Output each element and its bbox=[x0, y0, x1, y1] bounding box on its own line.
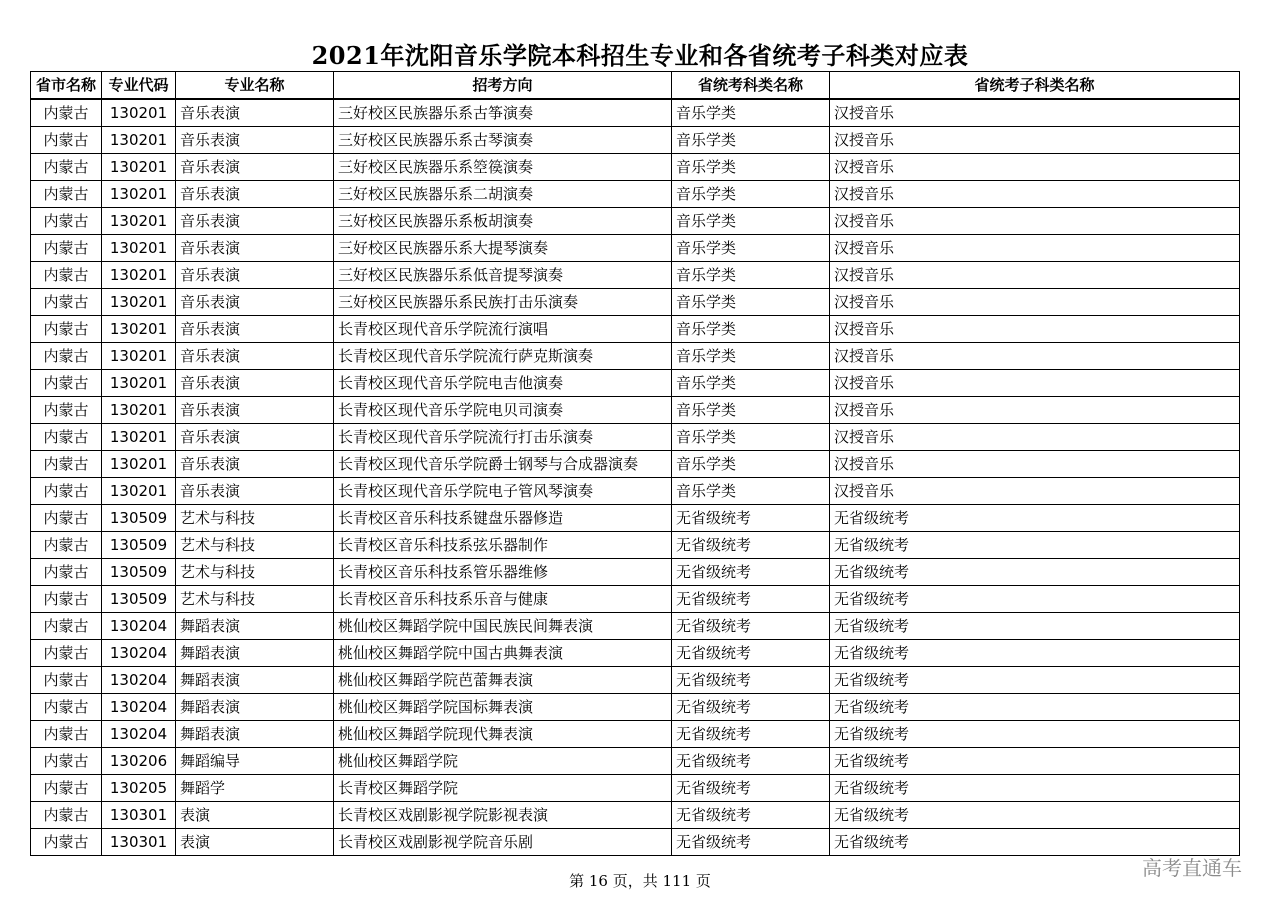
cell-province: 内蒙古 bbox=[31, 748, 102, 775]
cell-direction: 桃仙校区舞蹈学院中国古典舞表演 bbox=[334, 640, 672, 667]
cell-major-name: 表演 bbox=[176, 829, 334, 856]
table-row bbox=[31, 721, 1240, 748]
cell-exam-subcategory: 汉授音乐 bbox=[830, 99, 1240, 127]
cell-exam-category: 无省级统考 bbox=[672, 802, 830, 829]
cell-exam-subcategory: 无省级统考 bbox=[830, 694, 1240, 721]
cell-major-code: 130201 bbox=[102, 208, 176, 235]
cell-province: 内蒙古 bbox=[31, 694, 102, 721]
cell-exam-category: 无省级统考 bbox=[672, 748, 830, 775]
table-row bbox=[31, 99, 1240, 127]
cell-major-name: 舞蹈学 bbox=[176, 775, 334, 802]
table-row bbox=[31, 613, 1240, 640]
cell-direction: 桃仙校区舞蹈学院中国民族民间舞表演 bbox=[334, 613, 672, 640]
cell-major-code: 130201 bbox=[102, 478, 176, 505]
cell-exam-subcategory: 无省级统考 bbox=[830, 613, 1240, 640]
cell-major-name: 音乐表演 bbox=[176, 235, 334, 262]
cell-province: 内蒙古 bbox=[31, 451, 102, 478]
cell-province: 内蒙古 bbox=[31, 667, 102, 694]
table-row bbox=[31, 208, 1240, 235]
table-row bbox=[31, 451, 1240, 478]
cell-province: 内蒙古 bbox=[31, 532, 102, 559]
cell-major-code: 130206 bbox=[102, 748, 176, 775]
cell-major-name: 音乐表演 bbox=[176, 370, 334, 397]
cell-major-code: 130509 bbox=[102, 586, 176, 613]
cell-major-code: 130201 bbox=[102, 343, 176, 370]
cell-major-code: 130201 bbox=[102, 451, 176, 478]
cell-exam-subcategory: 无省级统考 bbox=[830, 802, 1240, 829]
cell-major-name: 舞蹈编导 bbox=[176, 748, 334, 775]
cell-exam-subcategory: 无省级统考 bbox=[830, 640, 1240, 667]
cell-major-name: 音乐表演 bbox=[176, 289, 334, 316]
cell-exam-subcategory: 无省级统考 bbox=[830, 748, 1240, 775]
cell-major-code: 130201 bbox=[102, 99, 176, 127]
cell-direction: 长青校区音乐科技系乐音与健康 bbox=[334, 586, 672, 613]
cell-direction: 长青校区现代音乐学院电贝司演奏 bbox=[334, 397, 672, 424]
watermark: 高考直通车 bbox=[1142, 856, 1242, 880]
cell-major-name: 音乐表演 bbox=[176, 343, 334, 370]
cell-exam-subcategory: 汉授音乐 bbox=[830, 424, 1240, 451]
cell-direction: 三好校区民族器乐系古琴演奏 bbox=[334, 127, 672, 154]
cell-major-name: 音乐表演 bbox=[176, 424, 334, 451]
cell-direction: 长青校区现代音乐学院流行萨克斯演奏 bbox=[334, 343, 672, 370]
cell-exam-category: 音乐学类 bbox=[672, 181, 830, 208]
cell-direction: 长青校区音乐科技系弦乐器制作 bbox=[334, 532, 672, 559]
cell-major-name: 艺术与科技 bbox=[176, 559, 334, 586]
cell-province: 内蒙古 bbox=[31, 370, 102, 397]
cell-province: 内蒙古 bbox=[31, 505, 102, 532]
page-title: 2021年沈阳音乐学院本科招生专业和各省统考子科类对应表 bbox=[311, 41, 969, 70]
table-row bbox=[31, 802, 1240, 829]
cell-major-name: 艺术与科技 bbox=[176, 532, 334, 559]
cell-province: 内蒙古 bbox=[31, 343, 102, 370]
cell-exam-category: 无省级统考 bbox=[672, 667, 830, 694]
header-major-code: 专业代码 bbox=[102, 72, 176, 100]
cell-exam-subcategory: 无省级统考 bbox=[830, 667, 1240, 694]
cell-exam-subcategory: 汉授音乐 bbox=[830, 451, 1240, 478]
cell-major-code: 130201 bbox=[102, 289, 176, 316]
cell-exam-subcategory: 汉授音乐 bbox=[830, 289, 1240, 316]
cell-major-name: 舞蹈表演 bbox=[176, 721, 334, 748]
cell-exam-subcategory: 无省级统考 bbox=[830, 829, 1240, 856]
cell-major-name: 表演 bbox=[176, 802, 334, 829]
cell-major-name: 舞蹈表演 bbox=[176, 694, 334, 721]
cell-province: 内蒙古 bbox=[31, 613, 102, 640]
cell-major-name: 音乐表演 bbox=[176, 451, 334, 478]
cell-exam-subcategory: 无省级统考 bbox=[830, 559, 1240, 586]
cell-direction: 三好校区民族器乐系板胡演奏 bbox=[334, 208, 672, 235]
cell-direction: 桃仙校区舞蹈学院现代舞表演 bbox=[334, 721, 672, 748]
cell-province: 内蒙古 bbox=[31, 829, 102, 856]
cell-major-code: 130204 bbox=[102, 640, 176, 667]
cell-exam-subcategory: 无省级统考 bbox=[830, 586, 1240, 613]
cell-direction: 长青校区现代音乐学院爵士钢琴与合成器演奏 bbox=[334, 451, 672, 478]
cell-direction: 三好校区民族器乐系古筝演奏 bbox=[334, 99, 672, 127]
cell-exam-subcategory: 汉授音乐 bbox=[830, 154, 1240, 181]
cell-exam-subcategory: 汉授音乐 bbox=[830, 478, 1240, 505]
table-row bbox=[31, 478, 1240, 505]
cell-direction: 长青校区戏剧影视学院音乐剧 bbox=[334, 829, 672, 856]
cell-exam-category: 无省级统考 bbox=[672, 721, 830, 748]
cell-exam-subcategory: 汉授音乐 bbox=[830, 316, 1240, 343]
cell-major-code: 130201 bbox=[102, 397, 176, 424]
cell-major-code: 130201 bbox=[102, 316, 176, 343]
cell-major-name: 音乐表演 bbox=[176, 397, 334, 424]
cell-exam-category: 音乐学类 bbox=[672, 397, 830, 424]
table-row bbox=[31, 262, 1240, 289]
cell-exam-category: 音乐学类 bbox=[672, 262, 830, 289]
cell-province: 内蒙古 bbox=[31, 181, 102, 208]
cell-exam-category: 音乐学类 bbox=[672, 316, 830, 343]
table-body bbox=[31, 99, 1240, 856]
cell-major-name: 音乐表演 bbox=[176, 99, 334, 127]
cell-direction: 长青校区音乐科技系键盘乐器修造 bbox=[334, 505, 672, 532]
cell-exam-category: 音乐学类 bbox=[672, 289, 830, 316]
cell-direction: 长青校区戏剧影视学院影视表演 bbox=[334, 802, 672, 829]
table-row bbox=[31, 127, 1240, 154]
cell-major-name: 舞蹈表演 bbox=[176, 667, 334, 694]
cell-province: 内蒙古 bbox=[31, 316, 102, 343]
cell-exam-subcategory: 汉授音乐 bbox=[830, 181, 1240, 208]
cell-major-code: 130204 bbox=[102, 613, 176, 640]
cell-exam-category: 无省级统考 bbox=[672, 559, 830, 586]
cell-exam-category: 音乐学类 bbox=[672, 370, 830, 397]
cell-major-code: 130509 bbox=[102, 532, 176, 559]
page-footer: 第 16 页，共 111 页 bbox=[569, 872, 711, 890]
cell-province: 内蒙古 bbox=[31, 99, 102, 127]
table-row bbox=[31, 640, 1240, 667]
table-row bbox=[31, 397, 1240, 424]
cell-major-name: 音乐表演 bbox=[176, 208, 334, 235]
cell-major-name: 舞蹈表演 bbox=[176, 640, 334, 667]
table-row bbox=[31, 343, 1240, 370]
cell-major-code: 130201 bbox=[102, 235, 176, 262]
cell-exam-category: 无省级统考 bbox=[672, 694, 830, 721]
cell-province: 内蒙古 bbox=[31, 154, 102, 181]
header-row bbox=[31, 72, 1240, 100]
header-exam-category: 省统考科类名称 bbox=[672, 72, 830, 100]
cell-province: 内蒙古 bbox=[31, 721, 102, 748]
cell-exam-subcategory: 汉授音乐 bbox=[830, 343, 1240, 370]
table-row bbox=[31, 370, 1240, 397]
cell-direction: 长青校区现代音乐学院流行打击乐演奏 bbox=[334, 424, 672, 451]
cell-exam-category: 音乐学类 bbox=[672, 478, 830, 505]
table-header bbox=[31, 72, 1240, 100]
table-row bbox=[31, 694, 1240, 721]
cell-major-name: 音乐表演 bbox=[176, 262, 334, 289]
cell-major-name: 艺术与科技 bbox=[176, 586, 334, 613]
cell-major-code: 130204 bbox=[102, 667, 176, 694]
cell-exam-category: 音乐学类 bbox=[672, 451, 830, 478]
cell-exam-category: 无省级统考 bbox=[672, 640, 830, 667]
cell-province: 内蒙古 bbox=[31, 262, 102, 289]
cell-province: 内蒙古 bbox=[31, 424, 102, 451]
cell-province: 内蒙古 bbox=[31, 775, 102, 802]
cell-direction: 桃仙校区舞蹈学院国标舞表演 bbox=[334, 694, 672, 721]
cell-exam-subcategory: 汉授音乐 bbox=[830, 235, 1240, 262]
cell-direction: 长青校区现代音乐学院流行演唱 bbox=[334, 316, 672, 343]
cell-direction: 桃仙校区舞蹈学院芭蕾舞表演 bbox=[334, 667, 672, 694]
cell-province: 内蒙古 bbox=[31, 586, 102, 613]
cell-direction: 桃仙校区舞蹈学院 bbox=[334, 748, 672, 775]
table-row bbox=[31, 586, 1240, 613]
cell-exam-category: 无省级统考 bbox=[672, 829, 830, 856]
cell-province: 内蒙古 bbox=[31, 478, 102, 505]
table-row bbox=[31, 748, 1240, 775]
cell-major-name: 音乐表演 bbox=[176, 316, 334, 343]
cell-major-code: 130201 bbox=[102, 127, 176, 154]
cell-direction: 三好校区民族器乐系箜篌演奏 bbox=[334, 154, 672, 181]
cell-province: 内蒙古 bbox=[31, 289, 102, 316]
cell-direction: 长青校区音乐科技系管乐器维修 bbox=[334, 559, 672, 586]
cell-major-code: 130201 bbox=[102, 370, 176, 397]
cell-major-name: 音乐表演 bbox=[176, 127, 334, 154]
table-row bbox=[31, 829, 1240, 856]
cell-exam-category: 音乐学类 bbox=[672, 208, 830, 235]
cell-exam-category: 音乐学类 bbox=[672, 235, 830, 262]
cell-province: 内蒙古 bbox=[31, 235, 102, 262]
header-exam-subcategory: 省统考子科类名称 bbox=[830, 72, 1240, 100]
cell-province: 内蒙古 bbox=[31, 640, 102, 667]
cell-province: 内蒙古 bbox=[31, 559, 102, 586]
cell-exam-category: 无省级统考 bbox=[672, 613, 830, 640]
table-row bbox=[31, 316, 1240, 343]
cell-exam-subcategory: 汉授音乐 bbox=[830, 370, 1240, 397]
cell-direction: 三好校区民族器乐系二胡演奏 bbox=[334, 181, 672, 208]
cell-exam-subcategory: 汉授音乐 bbox=[830, 262, 1240, 289]
cell-major-code: 130205 bbox=[102, 775, 176, 802]
cell-exam-subcategory: 汉授音乐 bbox=[830, 127, 1240, 154]
header-province: 省市名称 bbox=[31, 72, 102, 100]
cell-major-code: 130201 bbox=[102, 424, 176, 451]
cell-major-code: 130201 bbox=[102, 181, 176, 208]
cell-exam-subcategory: 汉授音乐 bbox=[830, 397, 1240, 424]
table-row bbox=[31, 532, 1240, 559]
cell-exam-category: 无省级统考 bbox=[672, 532, 830, 559]
cell-direction: 长青校区现代音乐学院电子管风琴演奏 bbox=[334, 478, 672, 505]
table-row bbox=[31, 667, 1240, 694]
cell-exam-category: 音乐学类 bbox=[672, 424, 830, 451]
header-direction: 招考方向 bbox=[334, 72, 672, 100]
cell-exam-category: 音乐学类 bbox=[672, 127, 830, 154]
cell-major-name: 音乐表演 bbox=[176, 154, 334, 181]
cell-exam-subcategory: 无省级统考 bbox=[830, 505, 1240, 532]
cell-major-code: 130204 bbox=[102, 721, 176, 748]
table-row bbox=[31, 235, 1240, 262]
table-row bbox=[31, 505, 1240, 532]
cell-major-code: 130301 bbox=[102, 829, 176, 856]
cell-exam-category: 音乐学类 bbox=[672, 343, 830, 370]
admissions-table bbox=[30, 71, 1240, 856]
cell-major-code: 130509 bbox=[102, 559, 176, 586]
table-row bbox=[31, 289, 1240, 316]
header-major-name: 专业名称 bbox=[176, 72, 334, 100]
cell-province: 内蒙古 bbox=[31, 208, 102, 235]
cell-direction: 长青校区现代音乐学院电吉他演奏 bbox=[334, 370, 672, 397]
cell-major-code: 130509 bbox=[102, 505, 176, 532]
cell-major-code: 130201 bbox=[102, 262, 176, 289]
table-row bbox=[31, 559, 1240, 586]
cell-province: 内蒙古 bbox=[31, 127, 102, 154]
cell-exam-subcategory: 无省级统考 bbox=[830, 721, 1240, 748]
cell-major-name: 音乐表演 bbox=[176, 478, 334, 505]
cell-major-name: 舞蹈表演 bbox=[176, 613, 334, 640]
cell-major-name: 艺术与科技 bbox=[176, 505, 334, 532]
table-row bbox=[31, 181, 1240, 208]
cell-exam-subcategory: 无省级统考 bbox=[830, 532, 1240, 559]
cell-exam-category: 无省级统考 bbox=[672, 775, 830, 802]
cell-major-name: 音乐表演 bbox=[176, 181, 334, 208]
cell-direction: 三好校区民族器乐系大提琴演奏 bbox=[334, 235, 672, 262]
cell-major-code: 130301 bbox=[102, 802, 176, 829]
cell-exam-category: 音乐学类 bbox=[672, 154, 830, 181]
cell-exam-subcategory: 无省级统考 bbox=[830, 775, 1240, 802]
cell-exam-category: 无省级统考 bbox=[672, 586, 830, 613]
table-row bbox=[31, 154, 1240, 181]
cell-direction: 三好校区民族器乐系低音提琴演奏 bbox=[334, 262, 672, 289]
cell-exam-category: 无省级统考 bbox=[672, 505, 830, 532]
cell-exam-category: 音乐学类 bbox=[672, 99, 830, 127]
cell-major-code: 130204 bbox=[102, 694, 176, 721]
table-row bbox=[31, 775, 1240, 802]
cell-province: 内蒙古 bbox=[31, 802, 102, 829]
table-row bbox=[31, 424, 1240, 451]
cell-direction: 三好校区民族器乐系民族打击乐演奏 bbox=[334, 289, 672, 316]
cell-province: 内蒙古 bbox=[31, 397, 102, 424]
cell-direction: 长青校区舞蹈学院 bbox=[334, 775, 672, 802]
cell-exam-subcategory: 汉授音乐 bbox=[830, 208, 1240, 235]
cell-major-code: 130201 bbox=[102, 154, 176, 181]
